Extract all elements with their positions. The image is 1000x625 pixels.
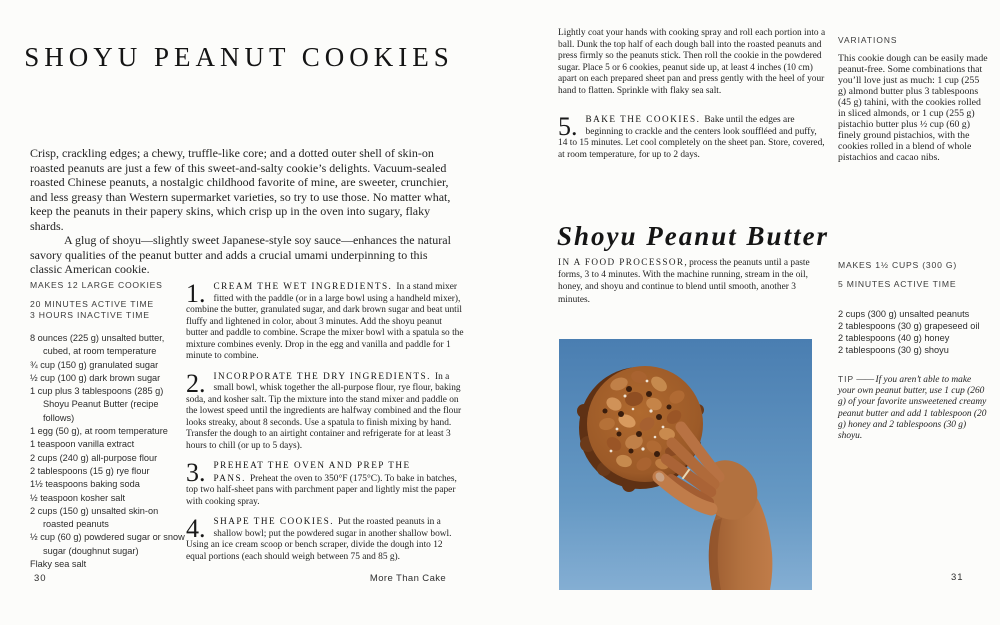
recipe-intro xyxy=(30,146,462,277)
recipe-title: SHOYU PEANUT COOKIES xyxy=(24,42,454,73)
ingredient-item: 2 tablespoons (40 g) honey xyxy=(838,333,950,344)
subrecipe-meta xyxy=(838,260,988,290)
step-number: 2. xyxy=(186,368,206,398)
step-heading: PREHEAT THE OVEN AND PREP THE PANS. xyxy=(213,460,411,483)
variations-text: This cookie dough can be easily made peanut-free. Some combinations that you’ll love just as much: 1 cup (255 g) almond butter plus 3 tablespoons (45 g) tahini, with the cookies rolled in sliced almonds, or 1 cup (255 g) pistachio butter plus ½ cup (60 g) finely ground pistachios, with the cookies rolled in a blend of whole pistachios and cacao nibs. xyxy=(838,53,988,163)
step-heading: BAKE THE COOKIES. xyxy=(585,114,701,124)
step4-continuation: Lightly coat your hands with cooking spray and roll each portion into a ball. Dunk the top half of each dough ball into the roasted peanuts and press firmly so the peanuts stick. Then roll the cookie in the powdered sugar. Place 5 or 6 cookies, peanut side up, at least 4 inches (10 cm) apart on each prepared sheet pan and press gently with the heel of your hand to flatten. Sprinkle with flaky sea salt. xyxy=(558,28,826,96)
page-number-left: 30 xyxy=(34,573,47,584)
recipe-step-3 xyxy=(186,460,464,508)
tip-dash: —— xyxy=(856,375,874,385)
subrecipe-yield: MAKES 1½ CUPS (300 G) xyxy=(838,260,958,270)
page-number-right: 31 xyxy=(951,572,964,583)
ingredient-item: 1 cup plus 3 tablespoons (285 g) Shoyu Peanut Butter (recipe follows) xyxy=(30,386,164,423)
ingredient-item: 8 ounces (225 g) unsalted butter, cubed, at room temperature xyxy=(30,333,165,357)
subrecipe-ingredient-list xyxy=(838,308,988,356)
subrecipe-title: Shoyu Peanut Butter xyxy=(557,221,830,252)
subrecipe-instructions: IN A FOOD PROCESSOR, process the peanuts until a paste forms, 3 to 4 minutes. With the machine running, stream in the oil, honey, and shoyu and continue to blend until smooth, another 3 minutes. xyxy=(558,257,810,305)
step-heading: SHAPE THE COOKIES. xyxy=(213,516,334,526)
recipe-meta xyxy=(30,280,190,321)
ingredient-item: 2 tablespoons (30 g) shoyu xyxy=(838,345,949,356)
ingredient-item: ½ cup (100 g) dark brown sugar xyxy=(30,372,161,383)
recipe-step-2 xyxy=(186,368,464,453)
step-body: In a stand mixer fitted with the paddle (or in a large bowl using a handheld mixer), combine the butter, granulated sugar, and dark brown sugar and beat until fluffy and lightened in color, about 3 minutes. Add the shoyu peanut butter and paddle to combine. Scrape the mixer bowl with a spatula so the mixture combines evenly. Drop in the egg and vanilla and paddle for 1 minute to combine. xyxy=(186,282,464,361)
ingredient-item: 2 cups (150 g) unsalted skin-on roasted peanuts xyxy=(30,505,159,530)
variations-label: VARIATIONS xyxy=(838,35,898,45)
ingredient-item: ½ teaspoon kosher salt xyxy=(30,492,125,503)
step-number: 3. xyxy=(186,458,206,487)
recipe-step-1 xyxy=(186,281,464,363)
step-number: 5. xyxy=(558,112,578,141)
step-number: 4. xyxy=(186,514,206,543)
running-footer-book-title: More Than Cake xyxy=(369,573,447,584)
recipe-step-5 xyxy=(558,114,826,169)
recipe-step-4 xyxy=(186,516,464,563)
ingredient-item: 1 teaspoon vanilla extract xyxy=(30,439,135,450)
tip-note xyxy=(838,374,988,442)
tip-label: TIP xyxy=(838,374,855,384)
ingredient-item: 2 tablespoons (15 g) rye flour xyxy=(30,465,150,476)
lead-in-caps: IN A FOOD PROCESSOR xyxy=(558,257,685,267)
ingredient-item: 1 egg (50 g), at room temperature xyxy=(30,426,168,437)
ingredient-item: 2 cups (300 g) unsalted peanuts xyxy=(838,309,970,319)
cookie-photo-art xyxy=(559,339,812,590)
ingredient-item: ¾ cup (150 g) granulated sugar xyxy=(30,359,159,370)
tip-text: If you aren’t able to make your own peanut butter, use 1 cup (260 g) of your favorite unsweetened creamy peanut butter and add 1 tablespoon (20 g) honey and 2 tablespoons (30 g) shoyu. xyxy=(838,375,987,442)
intro-paragraph-1: Crisp, crackling edges; a chewy, truffle-like core; and a dotted outer shell of skin-on roasted peanuts are just a few of this sweet-and-salty cookie’s delights. Vacuum-sealed roasted Chinese peanuts, a nostalgic childhood favorite of mine, are sweeter, crunchier, and less greasy than Western supermarket varieties, so try to use those. No matter what, keep the peanuts in their papery skins, which crisp up in the oven into sugary, flaky shards. xyxy=(30,146,451,233)
ingredient-item: Flaky sea salt xyxy=(30,559,87,570)
active-time-line: 20 MINUTES ACTIVE TIME xyxy=(30,299,154,309)
subrecipe-active-time: 5 MINUTES ACTIVE TIME xyxy=(838,279,957,289)
step-heading: CREAM THE WET INGREDIENTS. xyxy=(213,281,393,291)
step-number: 1. xyxy=(186,279,206,308)
ingredient-list xyxy=(30,332,188,571)
recipe-steps xyxy=(186,281,464,571)
yield-line: MAKES 12 LARGE COOKIES xyxy=(30,280,163,290)
ingredient-item: ½ cup (60 g) powdered sugar or snow sugar (doughnut sugar) xyxy=(30,532,185,556)
ingredient-item: 1½ teaspoons baking soda xyxy=(30,479,140,490)
step-body: Preheat the oven to 350°F (175°C). To bake in batches, top two half-sheet pans with parchment paper and lightly mist the paper with cooking spray. xyxy=(186,473,457,507)
ingredient-item: 2 tablespoons (30 g) grapeseed oil xyxy=(838,321,980,332)
ingredient-item: 2 cups (240 g) all-purpose flour xyxy=(30,452,158,463)
step-body: Bake until the edges are beginning to crackle and the centers look souffléed and puffy, 14 to 15 minutes. Let cool completely on the sheet pan. Store, covered, at room temperature, for up to 2 days. xyxy=(558,115,825,160)
step-body: Put the roasted peanuts in a shallow bowl; put the powdered sugar in another shallow bowl. Using an ice cream scoop or bench scraper, divide the dough into 12 equal portions (each should weigh between 75 and 85 g). xyxy=(186,517,452,562)
step-body: In a small bowl, whisk together the all-purpose flour, rye flour, baking soda, and kosher salt. Tip the mixture into the stand mixer and paddle on the lowest speed until the ingredients are halfway combined and the flour looks streaky, about 8 seconds. Use a spatula to finish mixing by hand. Transfer the dough to an airtight container and refrigerate for at least 3 hours to chill (or up to 5 days). xyxy=(186,371,462,451)
cookie-photo xyxy=(559,339,812,590)
step-heading: INCORPORATE THE DRY INGREDIENTS. xyxy=(213,370,431,381)
inactive-time-line: 3 HOURS INACTIVE TIME xyxy=(30,310,150,320)
intro-paragraph-2: A glug of shoyu—slightly sweet Japanese-style soy sauce—enhances the natural savory qualities of the peanut butter and adds a crucial umami underpinning to this classic American cookie. xyxy=(30,233,451,276)
